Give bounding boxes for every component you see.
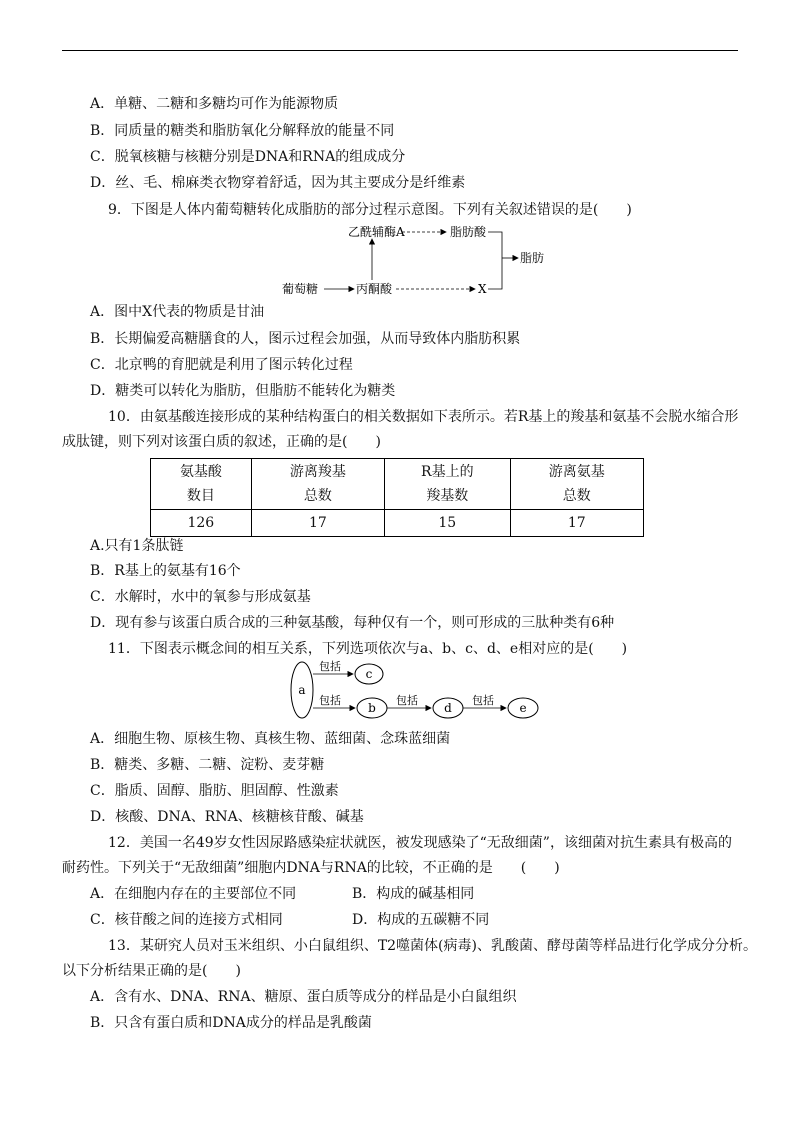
include-label: 包括 <box>319 694 341 707</box>
header-rule <box>62 50 738 51</box>
q13-option-b: B．只含有蛋白质和DNA成分的样品是乳酸菌 <box>90 1015 372 1031</box>
x-label: X <box>478 282 487 296</box>
table-cell: 17 <box>510 510 644 537</box>
q11-option-c: C．脂质、固醇、脂肪、胆固醇、性激素 <box>90 783 339 799</box>
q12-option-b: B．构成的碱基相同 <box>352 886 475 902</box>
q11-option-a: A．细胞生物、原核生物、真核生物、蓝细菌、念珠蓝细菌 <box>90 731 451 747</box>
include-label: 包括 <box>319 660 341 673</box>
q12-stem-line1: 12．美国一名49岁女性因尿路感染症状就医，被发现感染了“无敌细菌”，该细菌对抗生素具有极高的 <box>108 835 732 851</box>
q8-option-b: B．同质量的糖类和脂肪氧化分解释放的能量不同 <box>90 123 395 139</box>
q9-option-a: A．图中X代表的物质是甘油 <box>90 304 265 320</box>
fatty-acid-label: 脂肪酸 <box>450 225 487 239</box>
q9-option-b: B．长期偏爱高糖膳食的人，图示过程会加强，从而导致体内脂肪积累 <box>90 331 521 347</box>
q9-option-d: D．糖类可以转化为脂肪，但脂肪不能转化为糖类 <box>90 383 396 399</box>
q10-stem-line1: 10．由氨基酸连接形成的某种结构蛋白的相关数据如下表所示。若R基上的羧基和氨基不会脱水缩合形 <box>108 409 739 425</box>
glucose-label: 葡萄糖 <box>282 282 319 296</box>
include-label: 包括 <box>396 694 418 707</box>
q12-stem-line2: 耐药性。下列关于“无敌细菌”细胞内DNA与RNA的比较，不正确的是 ( ) <box>62 860 560 876</box>
q12-option-d: D．构成的五碳糖不同 <box>352 912 490 928</box>
fat-label: 脂肪 <box>520 251 545 265</box>
table-cell: 15 <box>385 510 510 537</box>
table-header-cell: 氨基酸 数目 <box>151 459 252 510</box>
q13-option-a: A．含有水、DNA、RNA、糖原、蛋白质等成分的样品是小白鼠组织 <box>90 989 517 1005</box>
q11-stem: 11．下图表示概念间的相互关系，下列选项依次与a、b、c、d、e相对应的是( ) <box>108 641 628 657</box>
q11-diagram <box>286 658 546 724</box>
q13-stem-line1: 13．某研究人员对玉米组织、小白鼠组织、T2噬菌体(病毒)、乳酸菌、酵母菌等样品进行化学成分分析。 <box>108 938 757 954</box>
node-b-label: b <box>368 701 376 715</box>
node-d-label: d <box>444 701 452 715</box>
node-c-label: c <box>365 667 373 681</box>
q9-diagram <box>270 222 560 298</box>
q10-data-table <box>150 458 644 537</box>
table-row <box>151 510 644 537</box>
table-cell: 126 <box>151 510 252 537</box>
node-a-label: a <box>298 683 306 697</box>
q10-option-d: D．现有参与该蛋白质合成的三种氨基酸，每种仅有一个，则可形成的三肽种类有6种 <box>90 615 615 631</box>
table-header-cell: 游离羧基 总数 <box>251 459 384 510</box>
pyruvate-label: 丙酮酸 <box>356 282 393 296</box>
q10-option-c: C．水解时，水中的氧参与形成氨基 <box>90 589 311 605</box>
include-label: 包括 <box>472 694 494 707</box>
q13-stem-line2: 以下分析结果正确的是( ) <box>62 963 241 979</box>
q9-stem: 9．下图是人体内葡萄糖转化成脂肪的部分过程示意图。下列有关叙述错误的是( ) <box>108 202 632 218</box>
table-header-cell: 游离氨基 总数 <box>510 459 644 510</box>
q12-option-c: C．核苷酸之间的连接方式相同 <box>90 912 283 928</box>
q8-option-a: A．单糖、二糖和多糖均可作为能源物质 <box>90 96 339 112</box>
q11-option-d: D．核酸、DNA、RNA、核糖核苷酸、碱基 <box>90 809 364 825</box>
q8-option-d: D．丝、毛、棉麻类衣物穿着舒适，因为其主要成分是纤维素 <box>90 175 466 191</box>
bracket-to-fat <box>488 232 502 289</box>
q10-option-a: A.只有1条肽链 <box>90 538 184 554</box>
table-header-cell: R基上的 羧基数 <box>385 459 510 510</box>
q8-option-c: C．脱氧核糖与核糖分别是DNA和RNA的组成成分 <box>90 149 406 165</box>
q9-option-c: C．北京鸭的育肥就是利用了图示转化过程 <box>90 357 353 373</box>
q10-stem-line2: 成肽键，则下列对该蛋白质的叙述，正确的是( ) <box>62 434 381 450</box>
table-cell: 17 <box>251 510 384 537</box>
q12-option-a: A．在细胞内存在的主要部位不同 <box>90 886 297 902</box>
acetyl-coa-label: 乙酰辅酶A <box>348 225 405 239</box>
table-header-row <box>151 459 644 510</box>
q10-option-b: B．R基上的氨基有16个 <box>90 563 241 579</box>
node-e-label: e <box>519 701 527 715</box>
q11-option-b: B．糖类、多糖、二糖、淀粉、麦芽糖 <box>90 757 325 773</box>
